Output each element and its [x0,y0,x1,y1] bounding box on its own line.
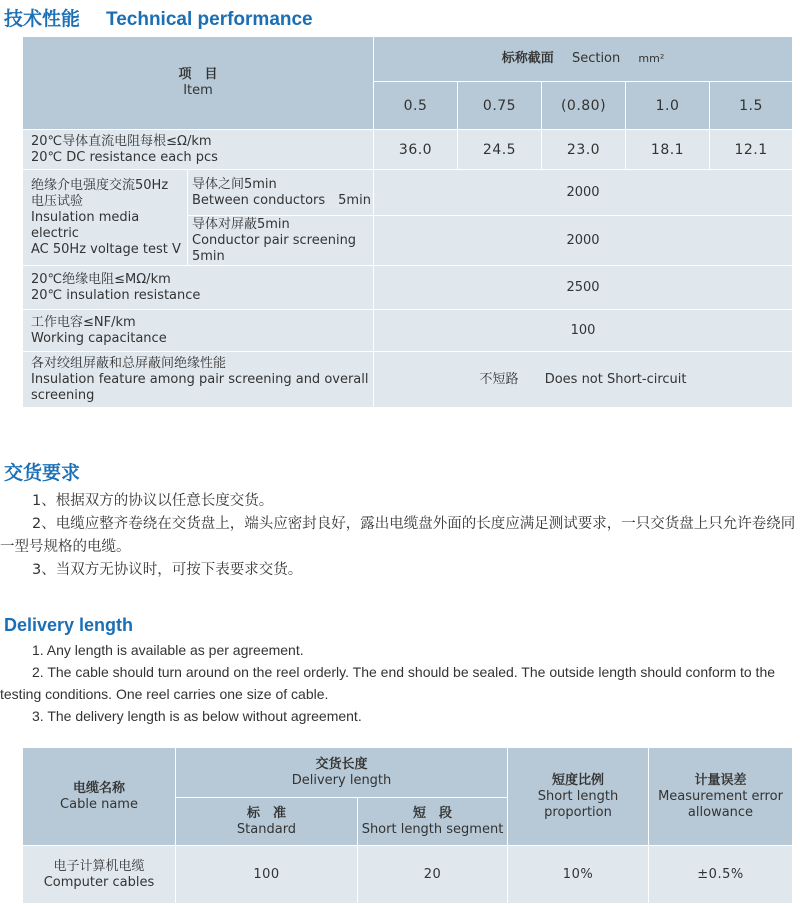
resistance-label-cn: 20℃导体直流电阻每根≤Ω/km [31,133,212,149]
short-ratio-value: 10% [508,846,649,904]
insulation-row [23,266,793,310]
voltage-label-cn2: 电压试验 [31,193,84,209]
insulation-label-en: 20℃ insulation resistance [31,287,201,303]
measurement-error-value: ±0.5% [649,846,793,904]
section-header [374,37,793,82]
voltage-label-en1: Insulation media electric [31,209,140,241]
cable-name-cn: 电子计算机电缆 [53,858,145,874]
insulation-value: 2500 [374,266,793,310]
resistance-value-2: 23.0 [542,130,626,170]
short-ratio-header-en2: proportion [544,804,612,820]
standard-value: 100 [176,846,358,904]
delivery-cn-p3: 3、当双方无协议时，可按下表要求交货。 [32,562,303,578]
capacitance-label-cn: 工作电容≤NF/km [31,314,136,330]
pair-screening-en1: Insulation feature among pair screening and overall [31,371,369,387]
delivery-table [22,747,793,904]
item-header [23,37,374,130]
tech-title [4,4,313,31]
between-conductors-value: 2000 [374,170,793,216]
tech-title-cn: 技术性能 [4,8,81,30]
tech-title-en: Technical performance [106,9,313,30]
conductor-screening-value: 2000 [374,216,793,266]
resistance-label-en: 20℃ DC resistance each pcs [31,149,218,165]
conductor-screening-label [188,216,374,266]
measurement-error-header [649,748,793,846]
voltage-label-cn1: 绝缘介电强度交流50Hz [31,177,169,193]
section-header-cn: 标称截面 [501,51,554,66]
short-ratio-header [508,748,649,846]
measurement-error-header-en2: allowance [687,804,754,820]
size-1: 0.75 [458,82,542,130]
delivery-cn-text [0,490,798,582]
section-header-en: Section [571,51,621,66]
pair-screening-label [23,352,374,408]
table-row [23,846,793,904]
delivery-en-title: Delivery length [4,615,134,635]
section-header-unit: mm² [638,52,665,65]
item-header-en: Item [183,83,213,98]
resistance-value-0: 36.0 [374,130,458,170]
capacitance-value: 100 [374,310,793,352]
resistance-label [23,130,374,170]
pair-screening-en2: screening [31,387,95,403]
voltage-label-en2: AC 50Hz voltage test V [31,241,181,257]
delivery-cn-p2: 2、电缆应整齐卷绕在交货盘上，端头应密封良好，露出电缆盘外面的长度应满足测试要求，一只交货盘上只允许卷绕同一型号规格的电缆。 [0,516,796,555]
cable-name-header [23,748,176,846]
pair-screening-cn: 各对绞组屏蔽和总屏蔽间绝缘性能 [31,355,227,371]
resistance-row [23,130,793,170]
capacitance-row [23,310,793,352]
standard-header-cn: 标 准 [246,805,286,821]
pair-screening-value [374,352,793,408]
conductor-screening-cn: 导体对屏蔽5min [192,216,290,232]
pair-screening-value-en: Does not Short-circuit [544,371,687,387]
short-segment-header-cn: 短 段 [412,805,452,821]
size-3: 1.0 [626,82,710,130]
short-ratio-header-en1: Short length [537,788,619,804]
cable-name-header-cn: 电缆名称 [72,780,125,796]
resistance-value-1: 24.5 [458,130,542,170]
delivery-cn-p1: 1、根据双方的协议以任意长度交货。 [32,493,274,509]
delivery-en-p3: 3. The delivery length is as below without agreement. [32,708,362,724]
short-segment-header [358,798,508,846]
pair-screening-value-cn: 不短路 [479,371,519,387]
standard-header [176,798,358,846]
cable-name-header-en: Cable name [60,796,138,812]
pair-screening-row [23,352,793,408]
conductor-screening-en1: Conductor pair screening [192,232,357,248]
resistance-value-3: 18.1 [626,130,710,170]
measurement-error-header-cn: 计量误差 [694,772,747,788]
between-conductors-label [188,170,374,216]
cable-name-cell [23,846,176,904]
short-segment-value: 20 [358,846,508,904]
between-conductors-cn: 导体之间5min [192,176,277,192]
size-0: 0.5 [374,82,458,130]
item-header-cn: 项 目 [178,67,218,82]
insulation-label-cn: 20℃绝缘电阻≤MΩ/km [31,271,171,287]
cable-name-en: Computer cables [43,874,155,890]
capacitance-label-en: Working capacitance [31,330,167,346]
delivery-length-header [176,748,508,798]
delivery-length-header-en: Delivery length [291,772,392,788]
delivery-cn-title: 交货要求 [4,462,81,484]
standard-header-en: Standard [236,821,297,837]
size-2: (0.80) [542,82,626,130]
capacitance-label [23,310,374,352]
conductor-screening-en2: 5min [192,248,225,264]
measurement-error-header-en1: Measurement error [658,788,783,804]
voltage-row-1 [23,170,793,216]
voltage-label [23,170,188,266]
insulation-label [23,266,374,310]
between-conductors-en: Between conductors 5min [192,192,371,208]
size-4: 1.5 [710,82,793,130]
delivery-en-p2: 2. The cable should turn around on the reel orderly. The end should be sealed. The outside length should conform to the testing conditions. One reel carries one size of cable. [0,664,776,702]
resistance-value-4: 12.1 [710,130,793,170]
delivery-length-header-cn: 交货长度 [315,756,368,772]
short-segment-header-en: Short length segment [361,821,504,837]
short-ratio-header-cn: 短度比例 [551,772,604,788]
delivery-en-p1: 1. Any length is available as per agreement. [32,642,304,658]
delivery-en-text [0,639,798,727]
tech-table [22,36,793,408]
